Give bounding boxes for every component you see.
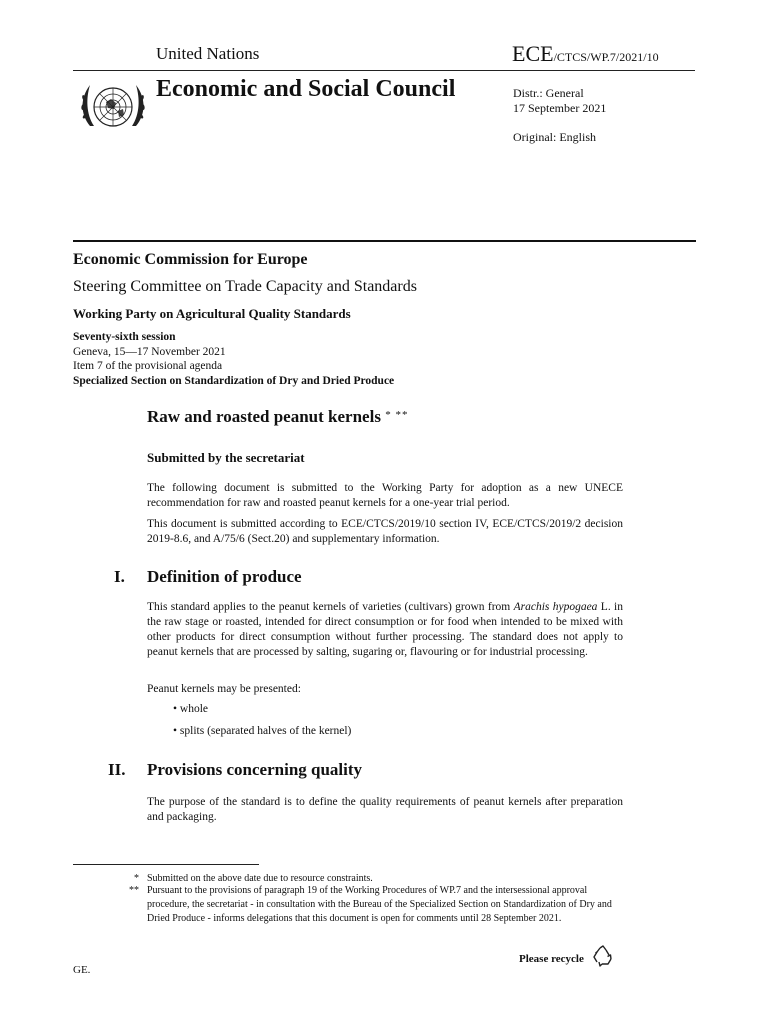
document-date: 17 September 2021: [513, 101, 607, 115]
document-symbol-suffix: /CTCS/WP.7/2021/10: [553, 50, 659, 64]
list-item-text: whole: [179, 703, 209, 715]
session-info: [73, 330, 394, 388]
document-title: [147, 407, 408, 427]
definition-text-end: L. in the raw stage or roasted, intended for direct consumption or for food when intended to be mixed with other products for direct consumption without further processing. The standard does not apply to peanut kernels that are processed by salting, sugaring or, flavouring or for industrial processing.: [147, 601, 623, 658]
footnote-mark: **: [129, 885, 139, 896]
definition-paragraph: [147, 600, 623, 660]
document-symbol-main: ECE: [512, 41, 554, 66]
section-number: II.: [108, 760, 126, 779]
recycle-label: Please recycle: [519, 953, 584, 965]
job-number: GE.: [73, 964, 91, 976]
intro-paragraph: The following document is submitted to the Working Party for adoption as a new UNECE recommendation for raw and roasted peanut kernels for a one-year trial period.: [147, 482, 623, 509]
list-item: • whole: [173, 703, 209, 715]
section-number: I.: [114, 567, 125, 586]
definition-text-start: This standard applies to the peanut kernels of varieties (cultivars) grown from: [147, 601, 514, 613]
commission-name: Economic Commission for Europe: [73, 251, 308, 268]
section-title: Provisions concerning quality: [147, 760, 363, 779]
footnote-text: Submitted on the above date due to resource constraints.: [147, 873, 373, 884]
document-title-text: Raw and roasted peanut kernels: [147, 407, 381, 426]
document-symbol: [512, 41, 659, 67]
session-name: Seventy-sixth session: [73, 331, 176, 343]
intro-paragraph: This document is submitted according to ECE/CTCS/2019/10 section IV, ECE/CTCS/2019/2 decision 2019-8.6, and A/75/6 (Sect.20) and supplementary information.: [147, 518, 623, 545]
submitted-by: Submitted by the secretariat: [147, 450, 305, 465]
title-footnote-marks: * **: [385, 409, 409, 421]
organization-name: United Nations: [156, 44, 260, 63]
list-item-text: splits (separated halves of the kernel): [179, 725, 352, 737]
species-name: Arachis hypogaea: [513, 601, 598, 613]
section-rule: [73, 240, 696, 242]
section-title: Definition of produce: [147, 567, 302, 586]
distribution-label: Distr.: General: [513, 86, 584, 100]
working-party-name: Working Party on Agricultural Quality Standards: [73, 306, 351, 321]
un-emblem-icon: [78, 76, 148, 142]
specialized-section: Specialized Section on Standardization of Dry and Dried Produce: [73, 374, 395, 387]
session-location-dates: Geneva, 15—17 November 2021: [73, 345, 226, 358]
agenda-item: Item 7 of the provisional agenda: [73, 360, 223, 372]
council-title: Economic and Social Council: [156, 76, 456, 102]
footnote-rule: [73, 864, 259, 865]
footnote-text: Pursuant to the provisions of paragraph 19 of the Working Procedures of WP.7 and the intersessional approval procedure, the secretariat - in consultation with the Bureau of the Specialized Section on Standardization of Dry and Dried Produce - informs delegations that this document is open for comments until 28 September 2021.: [147, 885, 612, 924]
quality-paragraph: The purpose of the standard is to define the quality requirements of peanut kernels after preparation and packaging.: [147, 796, 623, 823]
committee-name: Steering Committee on Trade Capacity and Standards: [73, 278, 417, 295]
original-language: Original: English: [513, 130, 596, 144]
distribution-block: [513, 86, 606, 116]
footnote-mark: *: [134, 873, 139, 884]
presentation-intro: Peanut kernels may be presented:: [147, 683, 301, 695]
list-item: • splits (separated halves of the kernel): [173, 725, 352, 737]
recycle-icon: [591, 944, 615, 968]
header-rule: [73, 70, 695, 71]
